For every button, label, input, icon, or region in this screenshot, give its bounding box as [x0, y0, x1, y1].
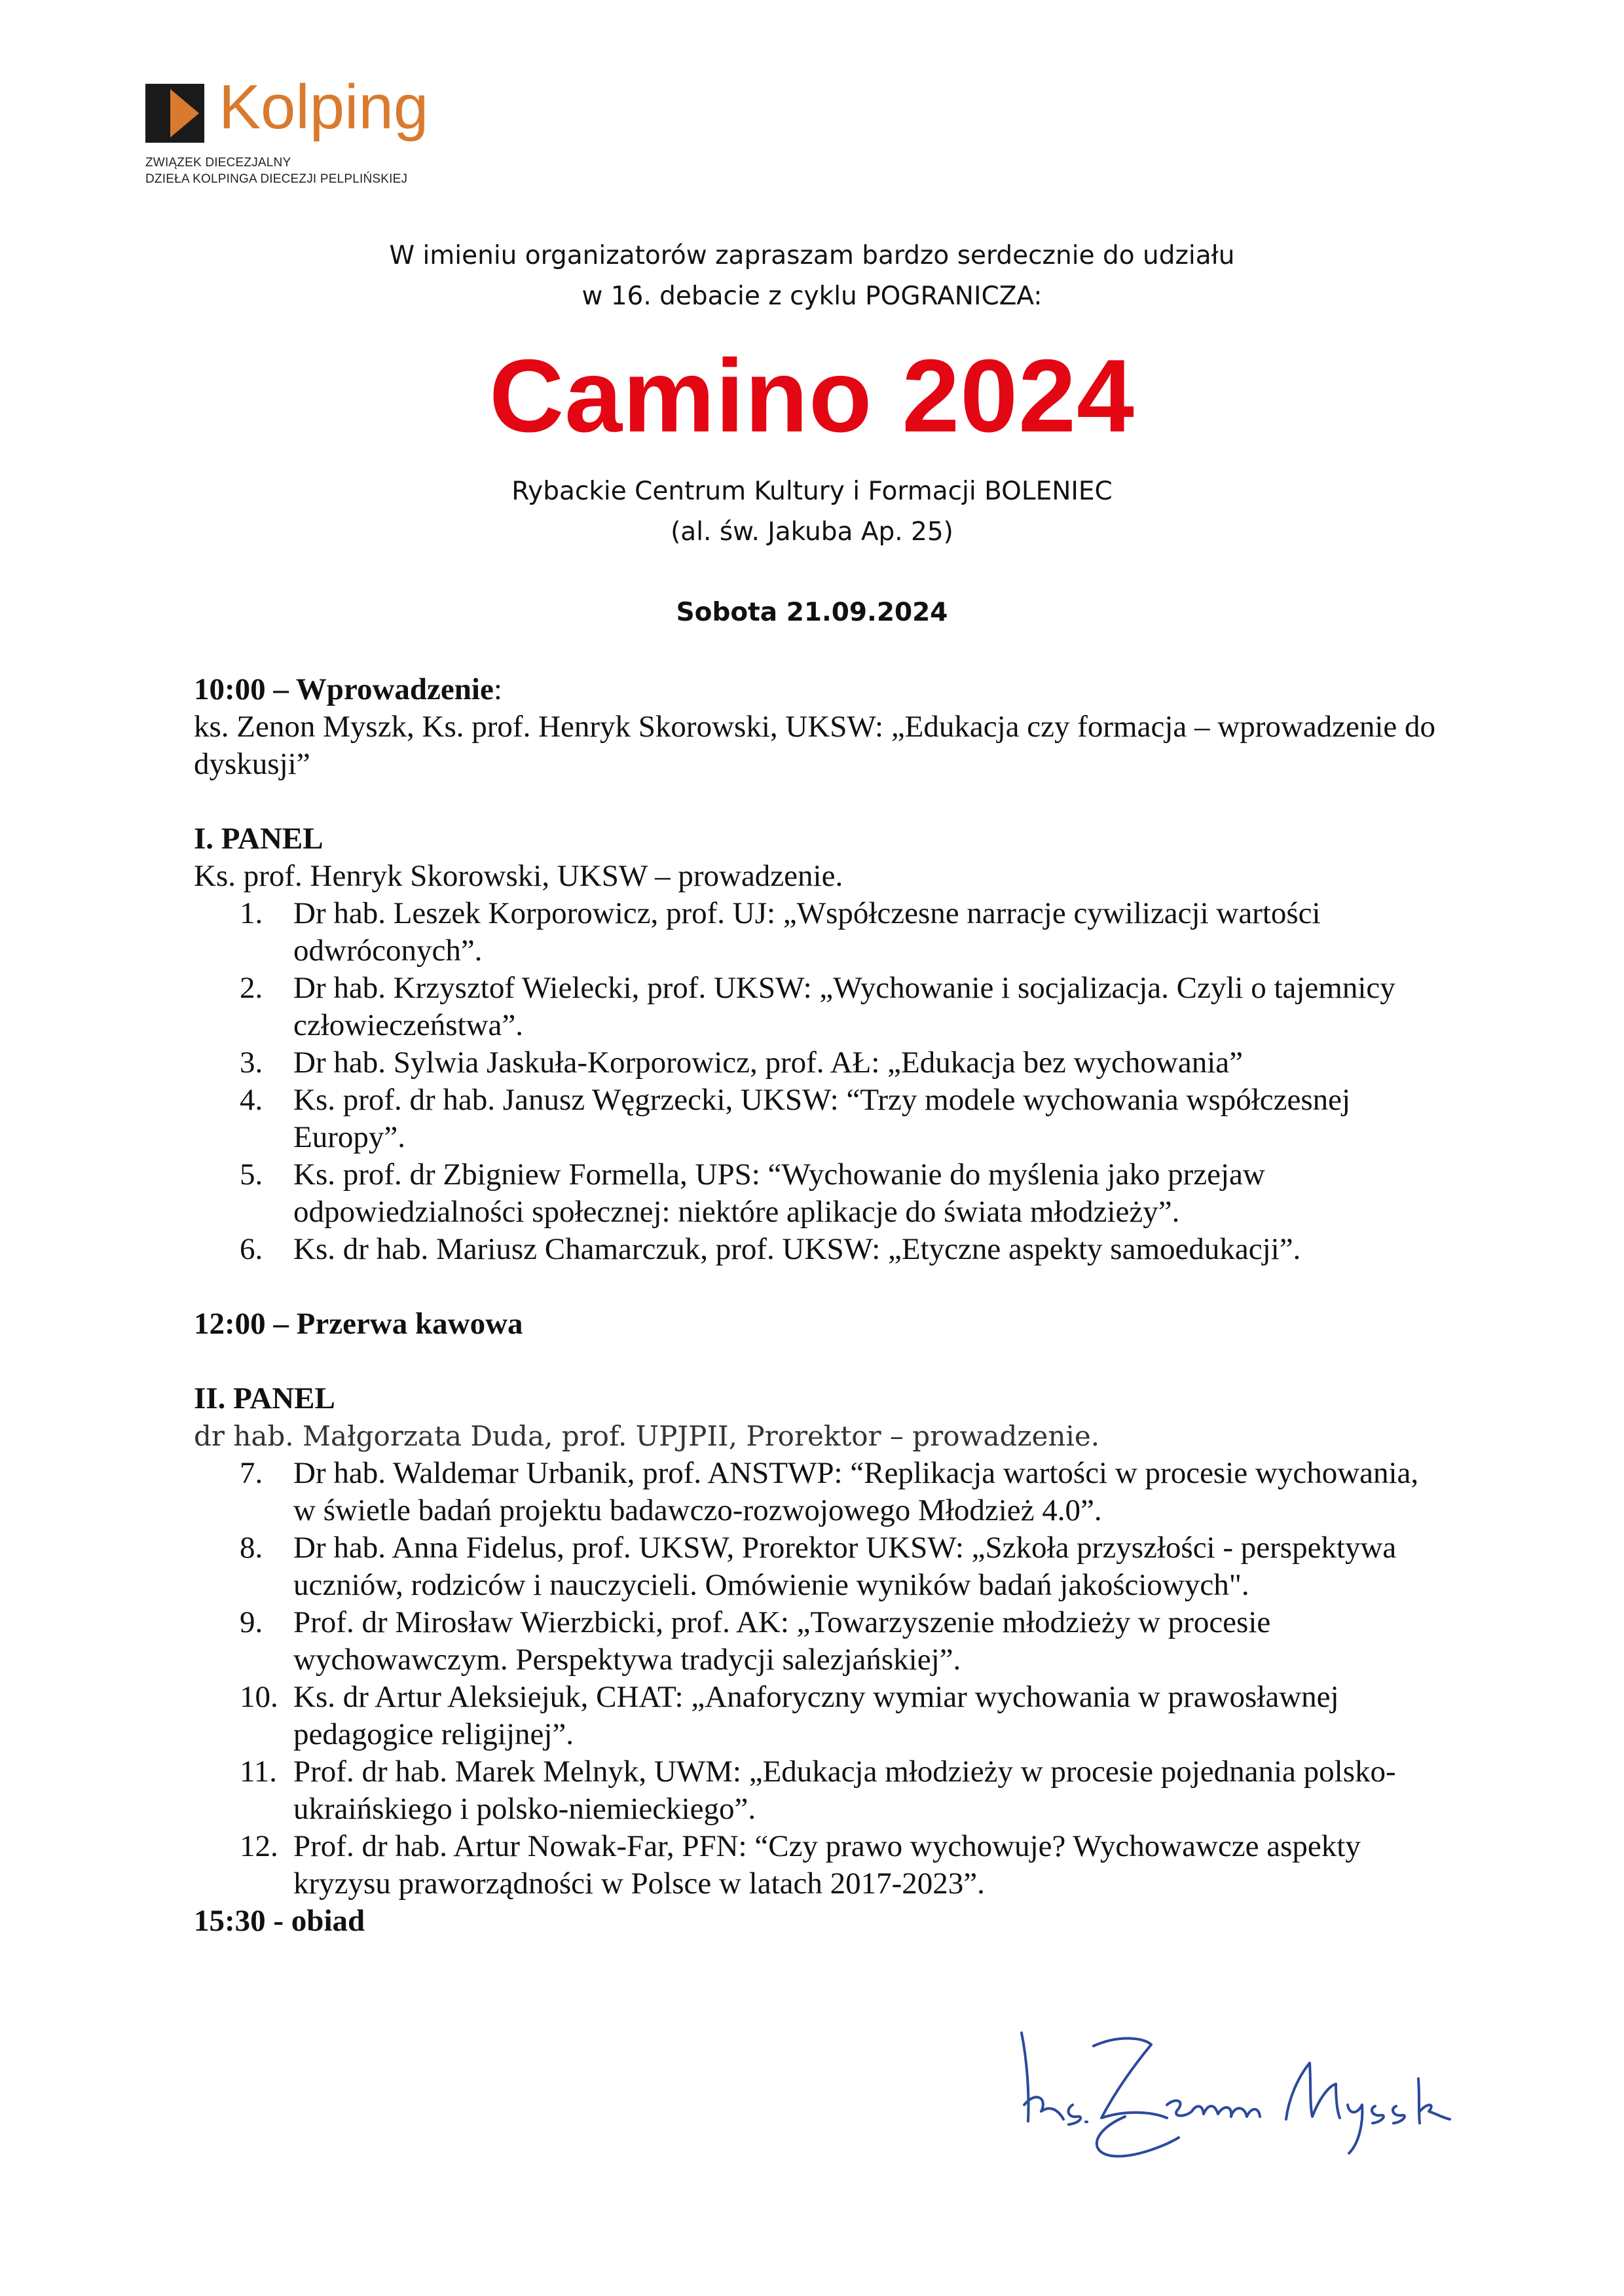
list-item: [194, 1529, 1438, 1604]
opening-speakers: ks. Zenon Myszk, Ks. prof. Henryk Skorowski, UKSW: „Edukacja czy formacja – wprowadzenie do dyskusji”: [194, 710, 1436, 781]
logo-brand-name: Kolping: [219, 72, 429, 142]
list-item: [194, 1455, 1438, 1529]
panel2-list: [194, 1455, 1438, 1903]
list-item-text: Prof. dr hab. Marek Melnyk, UWM: „Edukacja młodzieży w procesie pojednania polsko-ukraińskiego i polsko-niemieckiego”.: [293, 1755, 1396, 1826]
list-item-number: 8.: [240, 1531, 263, 1565]
event-title: Camino 2024: [489, 338, 1135, 454]
list-item-text: Ks. prof. dr Zbigniew Formella, UPS: “Wychowanie do myślenia jako przejaw odpowiedzialności społecznej: niektóre aplikacje do świata młodzieży”.: [293, 1157, 1265, 1229]
list-item: [194, 1604, 1438, 1679]
list-item: [194, 895, 1438, 970]
venue: [0, 471, 1624, 553]
list-item-text: Dr hab. Krzysztof Wielecki, prof. UKSW: „Wychowanie i socjalizacja. Czyli o tajemnicy człowieczeństwa”.: [293, 971, 1395, 1042]
logo-subtitle-line2: DZIEŁA KOLPINGA DIECEZJI PELPLIŃSKIEJ: [145, 172, 408, 186]
list-item: [194, 1679, 1438, 1753]
list-item: [194, 1156, 1438, 1231]
logo-subtitle: [145, 155, 407, 187]
list-item-text: Ks. dr hab. Mariusz Chamarczuk, prof. UKSW: „Etyczne aspekty samoedukacji”.: [293, 1232, 1301, 1266]
logo-subtitle-line1: ZWIĄZEK DIECEZJALNY: [145, 156, 291, 170]
spacer: [194, 1268, 1438, 1305]
list-item-text: Dr hab. Waldemar Urbanik, prof. ANSTWP: “Replikacja wartości w procesie wychowania, w świetle badań projektu badawczo-rozwojowego Młodzież 4.0”.: [293, 1456, 1419, 1527]
spacer: [194, 783, 1438, 820]
list-item-number: 11.: [240, 1755, 278, 1789]
invitation-line2: w 16. debacie z cyklu POGRANICZA:: [581, 282, 1043, 311]
venue-address: (al. św. Jakuba Ap. 25): [671, 517, 953, 547]
list-item-text: Ks. dr Artur Aleksiejuk, CHAT: „Anaforyczny wymiar wychowania w prawosławnej pedagogice religijnej”.: [293, 1680, 1339, 1751]
panel2-chair: dr hab. Małgorzata Duda, prof. UPJPII, Prorektor – prowadzenie.: [194, 1420, 1100, 1452]
list-item-number: 6.: [240, 1232, 263, 1266]
coffee-break: 12:00 – Przerwa kawowa: [194, 1307, 523, 1341]
list-item-number: 10.: [240, 1680, 278, 1714]
opening-heading: [194, 671, 1438, 708]
list-item-number: 4.: [240, 1083, 263, 1117]
list-item: [194, 1044, 1438, 1082]
kolping-k-icon: [145, 84, 204, 143]
list-item-text: Dr hab. Leszek Korporowicz, prof. UJ: „Współczesne narracje cywilizacji wartości odwróconych”.: [293, 896, 1321, 968]
list-item: [194, 1082, 1438, 1156]
list-item: [194, 1828, 1438, 1903]
lunch: 15:30 - obiad: [194, 1904, 365, 1938]
list-item: [194, 1753, 1438, 1828]
venue-name: Rybackie Centrum Kultury i Formacji BOLENIEC: [511, 477, 1113, 506]
list-item-text: Prof. dr hab. Artur Nowak-Far, PFN: “Czy prawo wychowuje? Wychowawcze aspekty kryzysu praworządności w Polsce w latach 2017-2023”.: [293, 1829, 1361, 1901]
event-date: Sobota 21.09.2024: [676, 598, 948, 627]
invitation-line1: W imieniu organizatorów zapraszam bardzo serdecznie do udziału: [389, 241, 1235, 270]
panel1-chair: Ks. prof. Henryk Skorowski, UKSW – prowadzenie.: [194, 859, 843, 893]
panel1-list: [194, 895, 1438, 1268]
list-item-text: Dr hab. Anna Fidelus, prof. UKSW, Prorektor UKSW: „Szkoła przyszłości - perspektywa uczniów, rodziców i nauczycieli. Omówienie wyników badań jakościowych".: [293, 1531, 1397, 1602]
opening-time-label: 10:00 – Wprowadzenie: [194, 672, 494, 706]
list-item-number: 5.: [240, 1157, 263, 1192]
opening-colon: :: [493, 672, 502, 706]
list-item-number: 7.: [240, 1456, 263, 1490]
list-item-number: 2.: [240, 971, 263, 1005]
invitation-text: [0, 236, 1624, 317]
program: [194, 671, 1438, 1940]
panel2-title: II. PANEL: [194, 1381, 335, 1415]
handwritten-signature: [995, 2007, 1467, 2170]
list-item-number: 12.: [240, 1829, 278, 1863]
panel1-title: I. PANEL: [194, 822, 323, 856]
list-item-text: Ks. prof. dr hab. Janusz Węgrzecki, UKSW: “Trzy modele wychowania współczesnej Europy”.: [293, 1083, 1351, 1154]
list-item: [194, 970, 1438, 1044]
list-item-number: 9.: [240, 1605, 263, 1639]
list-item-number: 1.: [240, 896, 263, 930]
list-item: [194, 1231, 1438, 1268]
list-item-text: Prof. dr Mirosław Wierzbicki, prof. AK: „Towarzyszenie młodzieży w procesie wychowawczym. Perspektywa tradycji salezjańskiej”.: [293, 1605, 1271, 1677]
spacer: [194, 1343, 1438, 1380]
list-item-number: 3.: [240, 1046, 263, 1080]
list-item-text: Dr hab. Sylwia Jaskuła-Korporowicz, prof. AŁ: „Edukacja bez wychowania”: [293, 1046, 1243, 1080]
